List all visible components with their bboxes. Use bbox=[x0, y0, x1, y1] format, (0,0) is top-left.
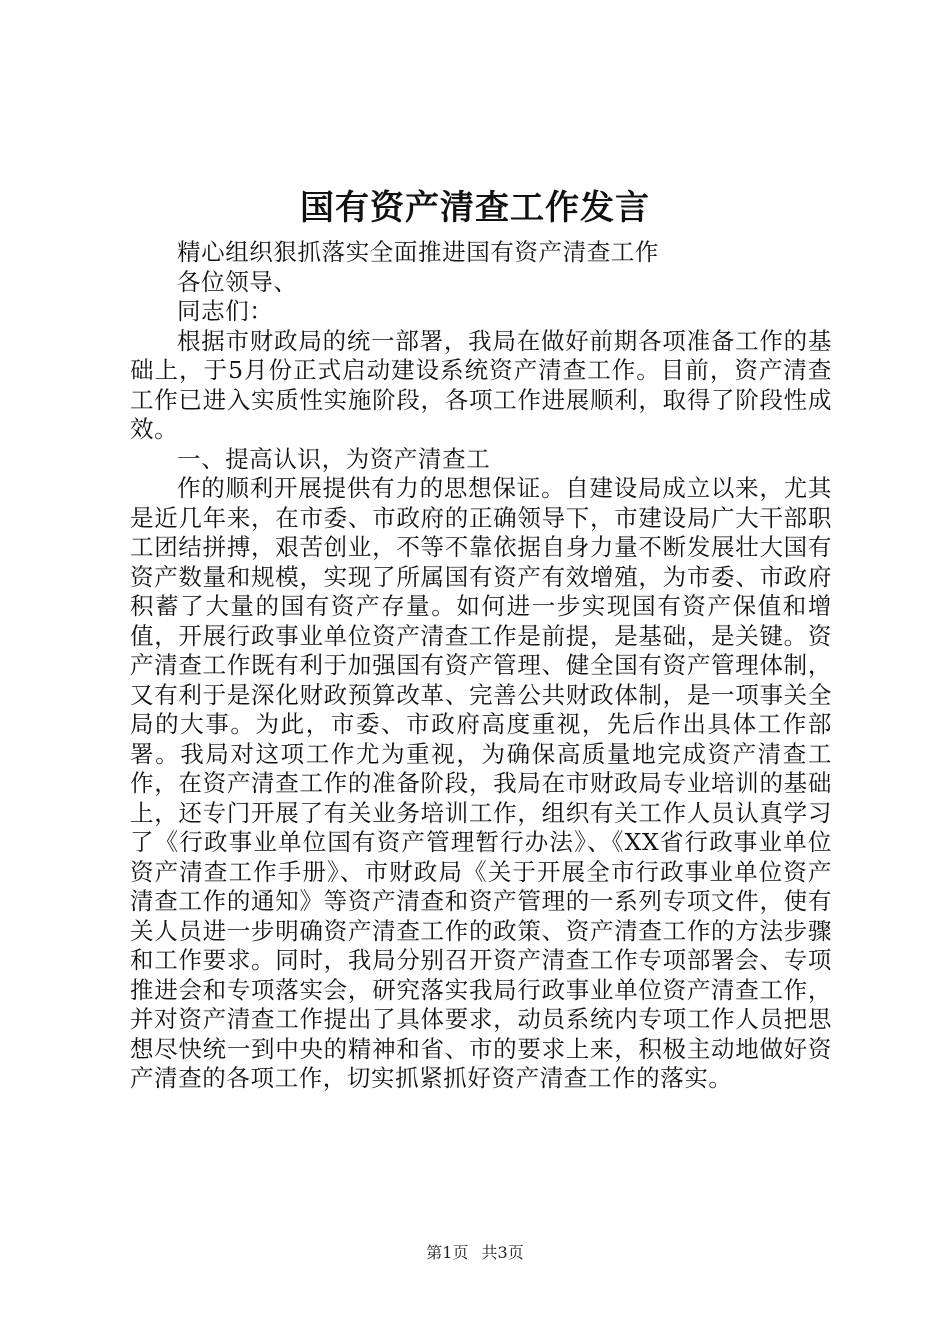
body-paragraph: 作的顺利开展提供有力的思想保证。自建设局成立以来，尤其是近几年来，在市委、市政府的正确领导下，市建设局广大干部职工团结拼搏，艰苦创业，不等不靠依据自身力量不断发展壮大国有资产数量和规模，实现了所属国有资产有效增殖，为市委、市政府积蓄了大量的国有资产存量。如何进一步实现国有资产保值和增值，开展行政事业单位资产清查工作是前提，是基础，是关键。资产清查工作既有利于加强国有资产管理、健全国有资产管理体制，又有利于是深化财政预算改革、完善公共财政体制，是一项事关全局的大事。为此，市委、市政府高度重视，先后作出具体工作部署。我局对这项工作尤为重视，为确保高质量地完成资产清查工作，在资产清查工作的准备阶段，我局在市财政局专业培训的基础上，还专门开展了有关业务培训工作，组织有关工作人员认真学习了《行政事业单位国有资产管理暂行办法》、《XX省行政事业单位资产清查工作手册》、市财政局《关于开展全市行政事业单位资产清查工作的通知》等资产清查和资产管理的一系列专项文件，使有关人员进一步明确资产清查工作的政策、资产清查工作的方法步骤和工作要求。同时，我局分别召开资产清查工作专项部署会、专项推进会和专项落实会，研究落实我局行政事业单位资产清查工作，并对资产清查工作提出了具体要求，动员系统内专项工作人员把思想尽快统一到中央的精神和省、市的要求上来，积极主动地做好资产清查的各项工作，切实抓紧抓好资产清查工作的落实。 bbox=[130, 474, 832, 1092]
page-number: 第1页 bbox=[426, 1243, 469, 1262]
salutation-comrades: 同志们： bbox=[177, 297, 274, 325]
document-body bbox=[130, 238, 832, 1094]
salutation-leaders: 各位领导、 bbox=[177, 267, 298, 296]
page-footer bbox=[0, 1242, 950, 1264]
subtitle-paragraph: 精心组织狠抓落实全面推进国有资产清查工作 bbox=[177, 238, 659, 266]
section-heading: 一、提高认识，为资产清查工 bbox=[177, 444, 491, 473]
document-title: 国有资产清查工作发言 bbox=[300, 188, 650, 228]
body-paragraph: 根据市财政局的统一部署，我局在做好前期各项准备工作的基础上，于5月份正式启动建设系统资产清查工作。目前，资产清查工作已进入实质性实施阶段，各项工作进展顺利，取得了阶段性成效。 bbox=[130, 326, 832, 443]
page-total: 共3页 bbox=[481, 1243, 524, 1262]
